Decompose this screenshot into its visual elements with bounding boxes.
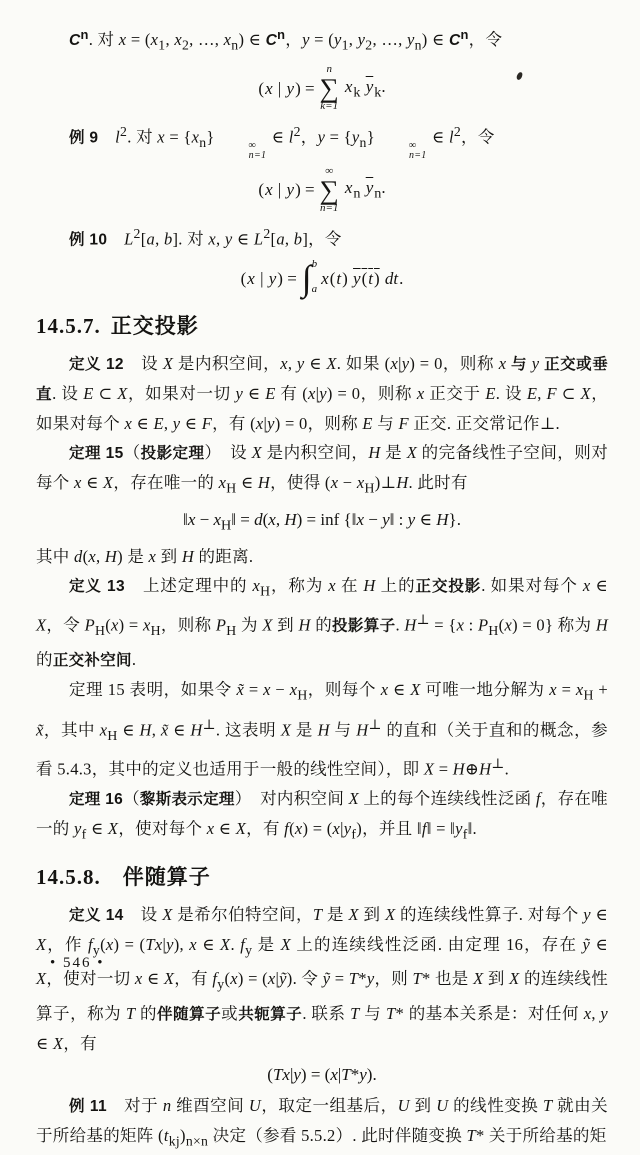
paragraph-example-11: 例 11 对于 n 维酉空间 U，取定一组基后，U 到 U 的线性变换 T 就由关于所给基的矩阵 $(t_{kj})_{n\times n}$ 决定（参看 5.5.2）. 此时伴随变换 T* 关于所给基的矩	[36, 1095, 608, 1149]
paragraph-example-9: 例 9 $l^2$. 对 $x = \{x_n\}$ ∞ n=1 ∈ $l^2$，$y = \{y_n\}$ ∞ n=1 ∈ $l^2$，令	[69, 124, 495, 161]
sum-upper-limit: ∞	[325, 164, 334, 177]
integral-lower-limit: a	[311, 283, 318, 296]
integral-symbol: ∫	[301, 258, 312, 299]
formula-lhs: (x | y) =	[258, 180, 315, 200]
sum-lower-limit: k=1	[320, 100, 339, 113]
paragraph-theorem-16: 定理 16（黎斯表示定理） 对内积空间 X 上的每个连续线性泛函 f，存在唯一的 $y_f$ ∈ X，使对每个 x ∈ X，有 $f(x) = (x|y_f)$，并且 ‖f‖ = $‖y_f‖$.	[36, 788, 608, 842]
page-number: • 546 •	[50, 955, 105, 971]
section-heading-14-5-7	[36, 313, 608, 339]
sum-upper-limit: n	[326, 63, 332, 76]
sum-operator	[320, 166, 339, 214]
paragraph-theorem-15: 定理 15（投影定理） 设 X 是内积空间，H 是 X 的完备线性子空间，则对每个 x ∈ X，存在唯一的 $x_H$ ∈ H，使得 $(x - x_H)\perp H$. 此时有	[36, 443, 609, 496]
display-formula-adjoint-relation: (Tx|y) = (x|T*y).	[267, 1064, 377, 1084]
formula-lhs: (x | y) =	[240, 268, 297, 288]
section-heading-14-5-8	[36, 864, 608, 890]
formula-rhs: $x_k$ $\overline{y}_k$.	[344, 76, 386, 101]
display-formula-projection-distance: ‖x − $x_H‖ = d(x$, H) = inf {‖x − y‖ : y ∈ H}.	[183, 509, 461, 534]
sigma-symbol: ∑	[319, 174, 339, 205]
section-number: 14.5.8.	[36, 865, 101, 890]
integral-operator	[302, 259, 317, 297]
section-number: 14.5.7.	[36, 314, 101, 339]
section-title: 伴随算子	[122, 865, 211, 890]
formula-rhs: $x_n$ $\overline{y}_n$.	[344, 178, 386, 202]
display-formula-L2-integral	[36, 259, 608, 297]
sum-lower-limit: n=1	[319, 201, 339, 214]
paragraph-cn-inner-product: $C^n$. 对 $x = (x_1$, $x_2$, …, $x_n$) ∈ $C^n$，$y = (y_1$, $y_2$, …, $y_n$) ∈ $C^n$，令	[69, 27, 503, 53]
integral-upper-limit: b	[311, 258, 318, 271]
paragraph-theorem-15-remark: 定理 15 表明，如果令 x̃ = $x - x_H$，则每个 x ∈ X 可唯一地分解为 $x = x_H$ + x̃，其中 $x_H$ ∈ H, x̃ ∈ H⊥. 这表明 X 是 H 与 H⊥ 的直和（关于直和的概念，参看 5.4.3，其中的定义也适用于一般的线性空间），即 X = H⊕H⊥.	[36, 680, 609, 779]
sum-operator	[320, 64, 339, 112]
display-formula-cn-sum	[36, 64, 608, 112]
paragraph-example-10: 例 10 $L^2[a$, b]. 对 x, y ∈ $L^2[a$, b]，令	[69, 225, 342, 249]
formula-lhs: (x | y) =	[258, 78, 315, 98]
paragraph-distance-note: 其中 d(x, H) 是 x 到 H 的距离.	[36, 547, 254, 567]
section-title: 正交投影	[110, 314, 199, 339]
paragraph-definition-14: 定义 14 设 X 是希尔伯特空间，T 是 X 到 X 的连续线性算子. 对每个 y ∈ X，作 $f_y(x) = (Tx|y)$, x ∈ X. $f_y$ 是 X 上的连续线性泛函. 由定理 16，存在 ỹ ∈ X，使对一切 x ∈ X，有 $f_y(x)$ = (x|ỹ). 令 ỹ = T*y，则 T* 也是 X 到 X 的连续线性算子，称为 T 的伴随算子或共轭算子. 联系 T 与 T* 的基本关系是：对任何 x, y ∈ X，有	[36, 905, 609, 1053]
paragraph-definition-12: 定义 12 设 X 是内积空间，x, y ∈ X. 如果 (x|y) = 0，则称 x 与 y 正交或垂直. 设 E ⊂ X，如果对一切 y ∈ E 有 (x|y) = 0，则称 x 正交于 E. 设 E, F ⊂ X，如果对每个 x ∈ E, y ∈ F，有 (x|y) = 0，则称 E 与 F 正交. 正交常记作⊥.	[36, 354, 609, 434]
formula-integrand: x(t) y(t) dt.	[321, 268, 404, 288]
sigma-symbol: ∑	[319, 73, 339, 104]
paragraph-definition-13: 定义 13 上述定理中的 $x_H$，称为 x 在 H 上的正交投影. 如果对每个 x ∈ X，令 $P_H(x) = x_H$，则称 $P_H$ 为 X 到 H 的投影算子. H⊥ = {x : $P_H(x) = 0$} 称为 H 的正交补空间.	[36, 576, 609, 670]
integral-limits	[312, 259, 318, 297]
display-formula-l2-sum	[36, 166, 608, 214]
